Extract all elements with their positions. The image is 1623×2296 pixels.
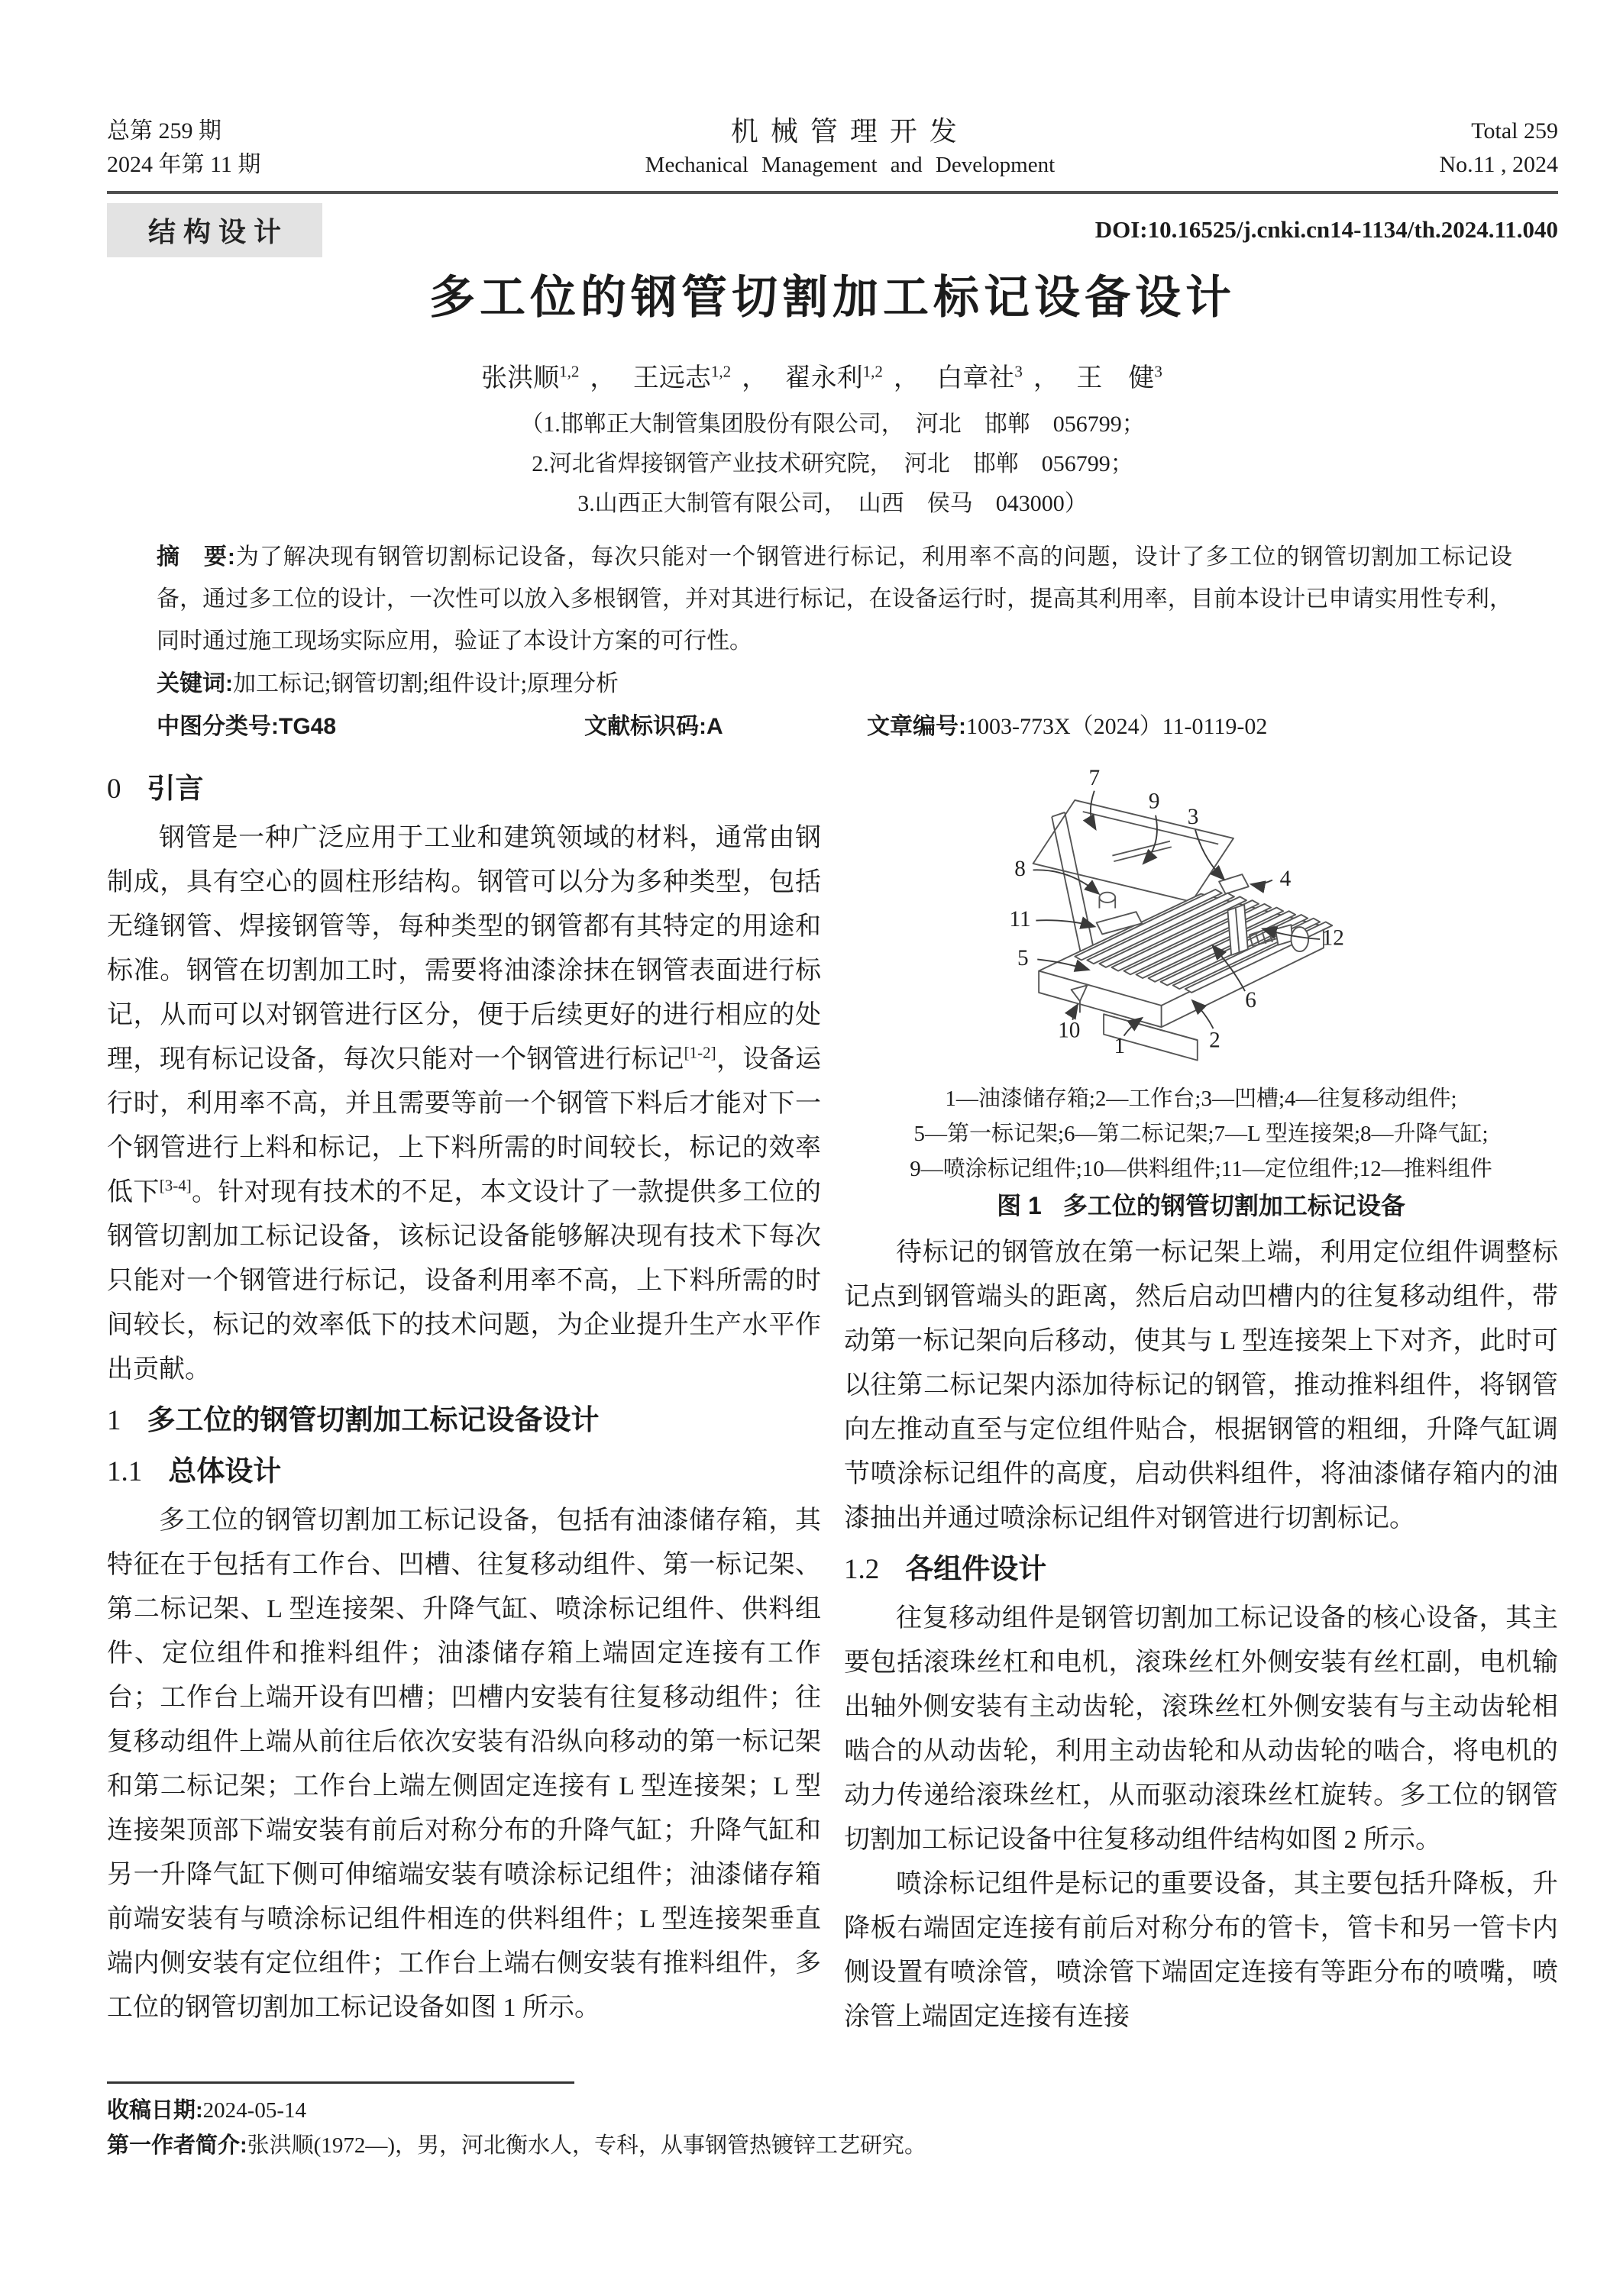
keywords [157,662,1512,706]
figure-1 [844,760,1558,1222]
overall-design-paragraph: 多工位的钢管切割加工标记设备，包括有油漆储存箱，其特征在于包括有工作台、凹槽、往复移动组件、第一标记架、第二标记架、L 型连接架、升降气缸、喷涂标记组件、供料组件、定位组件和推料组件；油漆储存箱上端固定连接有工作台；工作台上端开设有凹槽；凹槽内安装有往复移动组件；往复移动组件上端从前往后依次安装有沿纵向移动的第一标记架和第二标记架；工作台上端左侧固定连接有 L 型连接架；L 型连接架顶部下端安装有前后对称分布的升降气缸；升降气缸和另一升降气缸下侧可伸缩端安装有喷涂标记组件；油漆储存箱前端安装有与喷涂标记组件相连的供料组件；L 型连接架垂直端内侧安装有定位组件；工作台上端右侧安装有推料组件，多工位的钢管切割加工标记设备如图 1 所示。 [107,1506,821,2022]
author-affil-sup: 3 [1154,362,1162,381]
article-id: 文章编号:1003-773X（2024）11-0119-02 [867,713,1268,739]
badge-row [107,203,1558,257]
operation-paragraph: 待标记的钢管放在第一标记架上端，利用定位组件调整标记点到钢管端头的距离，然后启动凹槽内的往复移动组件，带动第一标记架向后移动，使其与 L 型连接架上下对齐，此时可以往第二标记架内添加待标记的钢管，推动推料组件，将钢管向左推动直至与定位组件贴合，根据钢管的粗细，升降气缸调节喷涂标记组件的高度，启动供料组件，将油漆储存箱内的油漆抽出并通过喷涂标记组件对钢管进行切割标记。 [844,1238,1558,1532]
classification-row [157,712,1558,742]
abstract-text: 为了解决现有钢管切割标记设备，每次只能对一个钢管进行标记，利用率不高的问题，设计了多工位的钢管切割加工标记设备，通过多工位的设计，一次性可以放入多根钢管，并对其进行标记，在设备运行时，提高其利用率，目前本设计已申请实用性专利，同时通过施工现场实际应用，验证了本设计方案的可行性。 [157,544,1512,654]
callout-1: 1 [1114,1033,1126,1058]
figure-key-line-3: 9—喷涂标记组件;10—供料组件;11—定位组件;12—推料组件 [910,1156,1492,1181]
spray-component-paragraph: 喷涂标记组件是标记的重要设备，其主要包括升降板，升降板右端固定连接有前后对称分布的管卡，管卡和另一管卡内侧设置有喷涂管，喷涂管下端固定连接有等距分布的喷嘴，喷涂管上端固定连接有连接 [844,1869,1558,2031]
clc-number: 中图分类号:TG48 [157,713,337,739]
journal-name-en: Mechanical Management and Development [645,153,1056,177]
header-rule [107,191,1558,194]
abstract [157,536,1512,662]
issue-total-cn: 总第 259 期 [107,118,221,144]
masthead-issue-en [1439,115,1558,182]
callout-6: 6 [1245,987,1256,1012]
author-affil-sup: 1,2 [710,362,732,381]
callout-7: 7 [1088,765,1101,790]
keywords-text: 加工标记;钢管切割;组件设计;原理分析 [233,670,619,696]
author: 王 健$^3$ [1076,362,1162,392]
callout-8: 8 [1014,856,1026,881]
section-heading-1-1: 1.1 总体设计 [107,1455,282,1487]
section-badge: 结构设计 [107,203,322,257]
callout-4: 4 [1279,866,1292,891]
author: 张洪顺$^{1,2}$ ， [481,362,616,392]
body-columns [107,760,1558,2104]
author: 王远志$^{1,2}$ ， [632,362,768,392]
author-affil-sup: 3 [1014,362,1023,381]
callout-12: 12 [1321,925,1344,951]
paper-title: 多工位的钢管切割加工标记设备设计 [429,272,1236,323]
figure-key-line-1: 1—油漆储存箱;2—工作台;3—凹槽;4—往复移动组件; [945,1086,1457,1111]
doi-text: DOI:10.16525/j.cnki.cn14-1134/th.2024.11.040 [1094,216,1558,243]
affiliation-3: 3.山西正大制管有限公司， 山西 侯马 043000） [577,490,1088,516]
callout-11: 11 [1009,906,1031,932]
figure-1-drawing [844,760,1558,1081]
journal-name-cn: 机械管理开发 [730,116,969,147]
affiliation-2: 2.河北省焊接钢管产业技术研究院， 河北 邯郸 056799； [532,450,1133,476]
first-author-bio-line: 第一作者简介:张洪顺(1972—)，男，河北衡水人，专科，从事钢管热镀锌工艺研究。 [107,2133,926,2158]
masthead-issue-cn [107,115,260,182]
callout-2: 2 [1209,1028,1220,1053]
author: 翟永利$^{1,2}$ ， [784,362,920,392]
callout-9: 9 [1148,788,1160,813]
keywords-label: 关键词: [157,670,233,696]
figure-key-line-2: 5—第一标记架;6—第二标记架;7—L 型连接架;8—升降气缸; [913,1121,1489,1146]
callout-5: 5 [1017,945,1029,970]
intro-paragraph: 钢管是一种广泛应用于工业和建筑领域的材料，通常由钢制成，具有空心的圆柱形结构。钢管可以分为多种类型，包括无缝钢管、焊接钢管等，每种类型的钢管都有其特定的用途和标准。钢管在切割加工时，需要将油漆涂抹在钢管表面进行标记，从而可以对钢管进行区分，便于后续更好的进行相应的处理，现有标记设备，每次只能对一个钢管进行标记[1-2]，设备运行时，利用率不高，并且需要等前一个钢管下料后才能对下一个钢管进行上料和标记，上下料所需的时间较长，标记的效率低下[3-4]。针对现有技术的不足，本文设计了一款提供多工位的钢管切割加工标记设备，该标记设备能够解决现有技术下每次只能对一个钢管进行标记，设备利用率不高，上下料所需的时间较长，标记的效率低下的技术问题，为企业提升生产水平作出贡献。 [107,823,822,1384]
issue-total-en: Total 259 [1471,118,1558,144]
section-heading-0: 0 引言 [107,772,204,805]
masthead-journal-name [260,115,1439,182]
abstract-label: 摘 要: [157,544,235,570]
author-affil-sup: 1,2 [862,362,883,381]
left-column [107,760,821,2104]
document-code: 文献标识码:A [584,713,723,739]
author: 白章社$^3$ ， [936,362,1059,392]
issue-number-en: No.11 , 2024 [1439,152,1558,177]
affiliations [107,405,1558,524]
footnote [107,2081,1558,2163]
section-heading-1: 1 多工位的钢管切割加工标记设备设计 [107,1403,600,1436]
affiliation-1: （1.邯郸正大制管集团股份有限公司， 河北 邯郸 056799； [520,411,1145,437]
right-column [844,760,1558,2104]
citation-ref: [3-4] [159,1176,192,1195]
issue-number-cn: 2024 年第 11 期 [107,152,261,177]
reciprocating-component-paragraph: 往复移动组件是钢管切割加工标记设备的核心设备，其主要包括滚珠丝杠和电机，滚珠丝杠外侧安装有丝杠副，电机输出轴外侧安装有主动齿轮，滚珠丝杠外侧安装有与主动齿轮相啮合的从动齿轮，利用主动齿轮和从动齿轮的啮合，将电机的动力传递给滚珠丝杠，从而驱动滚珠丝杠旋转。多工位的钢管切割加工标记设备中往复移动组件结构如图 2 所示。 [844,1603,1558,1854]
callout-10: 10 [1058,1017,1081,1042]
received-date-line: 收稿日期:2024-05-14 [107,2098,306,2123]
figure-1-key [844,1081,1558,1187]
author-list [107,356,1558,393]
journal-masthead [107,115,1558,182]
section-heading-1-2: 1.2 各组件设计 [844,1552,1047,1585]
footnote-rule [107,2081,574,2084]
callout-3: 3 [1187,804,1199,829]
author-affil-sup: 1,2 [559,362,580,381]
citation-ref: [1-2] [684,1043,716,1062]
figure-1-title: 图 1 多工位的钢管切割加工标记设备 [997,1191,1405,1219]
